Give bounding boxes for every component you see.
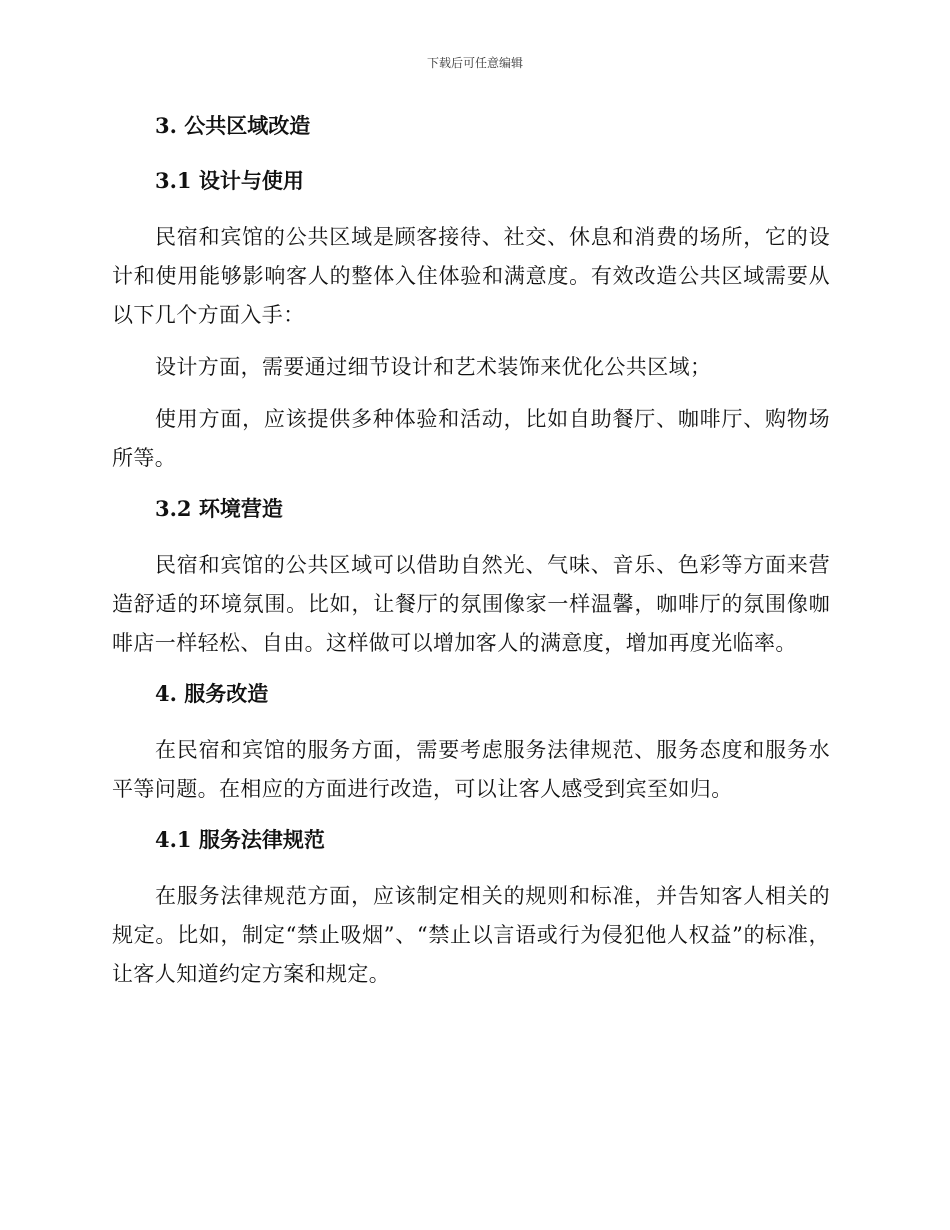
paragraph-design-aspect: 设计方面，需要通过细节设计和艺术装饰来优化公共区域； <box>155 355 712 379</box>
section-heading-3-2: 3.2 环境营造 <box>155 496 283 521</box>
document-body <box>112 108 830 1007</box>
paragraph-public-area-intro: 民宿和宾馆的公共区域是顾客接待、社交、休息和消费的场所，它的设计和使用能够影响客人的整体入住体验和满意度。有效改造公共区域需要从以下几个方面入手： <box>112 225 830 327</box>
section-heading-4: 4. 服务改造 <box>155 681 269 706</box>
paragraph-service-rules: 在服务法律规范方面，应该制定相关的规则和标准，并告知客人相关的规定。比如，制定“禁止吸烟”、“禁止以言语或行为侵犯他人权益”的标准，让客人知道约定方案和规定。 <box>112 884 830 986</box>
section-heading-3: 3. 公共区域改造 <box>155 113 311 138</box>
section-heading-3-1: 3.1 设计与使用 <box>155 168 304 193</box>
paragraph-service-intro: 在民宿和宾馆的服务方面，需要考虑服务法律规范、服务态度和服务水平等问题。在相应的方面进行改造，可以让客人感受到宾至如归。 <box>112 738 830 801</box>
page-header: 下载后可任意编辑 <box>426 56 523 70</box>
paragraph-usage-aspect: 使用方面，应该提供多种体验和活动，比如自助餐厅、咖啡厅、购物场所等。 <box>112 407 830 470</box>
section-heading-4-1: 4.1 服务法律规范 <box>155 827 325 852</box>
paragraph-environment: 民宿和宾馆的公共区域可以借助自然光、气味、音乐、色彩等方面来营造舒适的环境氛围。比如，让餐厅的氛围像家一样温馨，咖啡厅的氛围像咖啡店一样轻松、自由。这样做可以增加客人的满意度，增加再度光临率。 <box>112 553 830 655</box>
